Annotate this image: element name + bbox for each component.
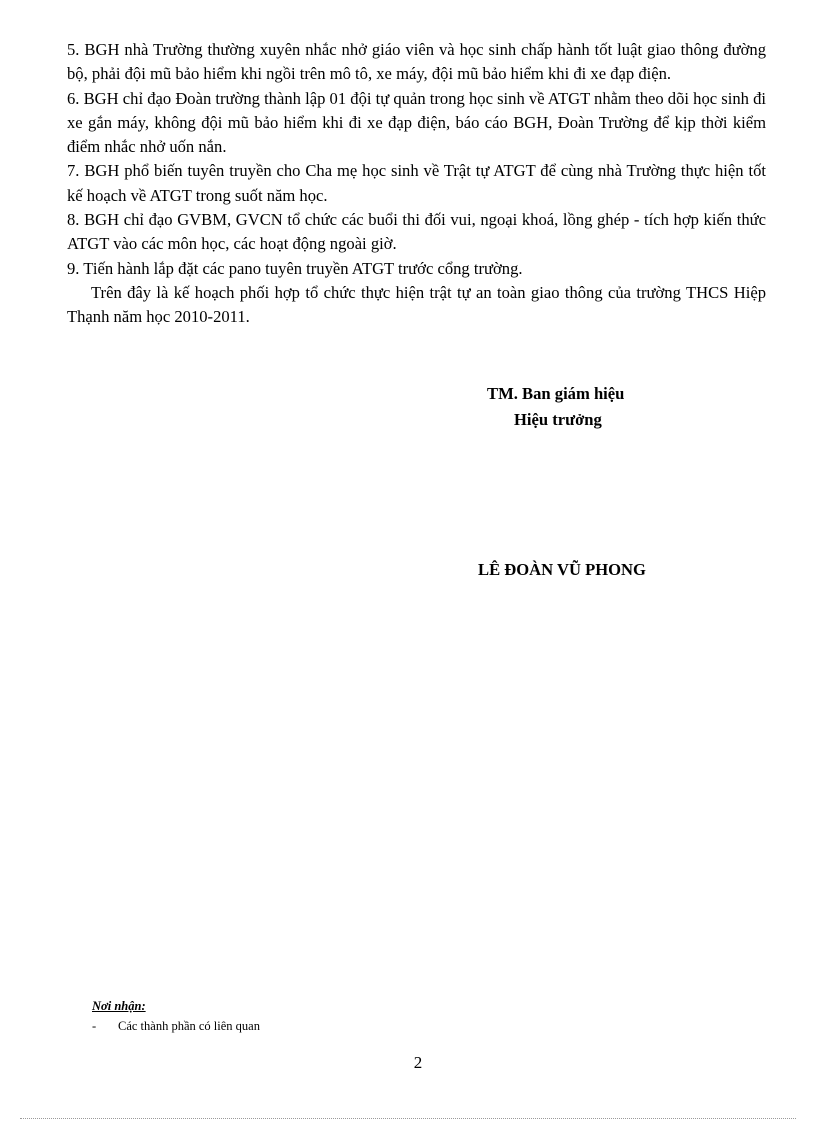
paragraph-item-8: 8. BGH chỉ đạo GVBM, GVCN tổ chức các buổi thi đối vui, ngoại khoá, lồng ghép - tích hợp kiến thức ATGT vào các môn học, các hoạt động ngoài giờ.: [67, 210, 766, 254]
signature-role: Hiệu trưởng: [514, 410, 602, 429]
page-number: 2: [413, 1053, 423, 1072]
recipient-text: Các thành phần có liên quan: [118, 1019, 260, 1033]
paragraph-item-9: 9. Tiến hành lắp đặt các pano tuyên truyền ATGT trước cổng trường.: [67, 258, 523, 278]
page-bottom-border: [20, 1118, 796, 1119]
list-dash: -: [92, 1019, 97, 1033]
recipients-list-item: [92, 1016, 260, 1036]
paragraph-item-7: 7. BGH phổ biến tuyên truyền cho Cha mẹ học sinh về Trật tự ATGT để cùng nhà Trường thực hiện tốt kế hoạch về ATGT trong suốt năm học.: [67, 161, 766, 205]
closing-paragraph: Trên đây là kế hoạch phối hợp tổ chức thực hiện trật tự an toàn giao thông của trường THCS Hiệp Thạnh năm học 2010-2011.: [67, 282, 766, 327]
recipients-block: [92, 996, 260, 1036]
paragraph-item-6: 6. BGH chỉ đạo Đoàn trường thành lập 01 đội tự quản trong học sinh về ATGT nhằm theo dõi học sinh đi xe gắn máy, không đội mũ bảo hiểm khi đi xe đạp điện, báo cáo BGH, Đoàn Trường để kịp thời kiểm điểm nhắc nhở uốn nắn.: [67, 88, 766, 157]
body-text: [67, 38, 766, 330]
paragraph-item-5: 5. BGH nhà Trường thường xuyên nhắc nhở giáo viên và học sinh chấp hành tốt luật giao thông đường bộ, phải đội mũ bảo hiểm khi ngồi trên mô tô, xe máy, đội mũ bảo hiểm khi đi xe đạp điện.: [67, 40, 766, 84]
signatory-name: LÊ ĐOÀN VŨ PHONG: [478, 560, 646, 579]
recipients-title: Nơi nhận:: [92, 999, 146, 1013]
signature-title: TM. Ban giám hiệu: [487, 384, 625, 403]
